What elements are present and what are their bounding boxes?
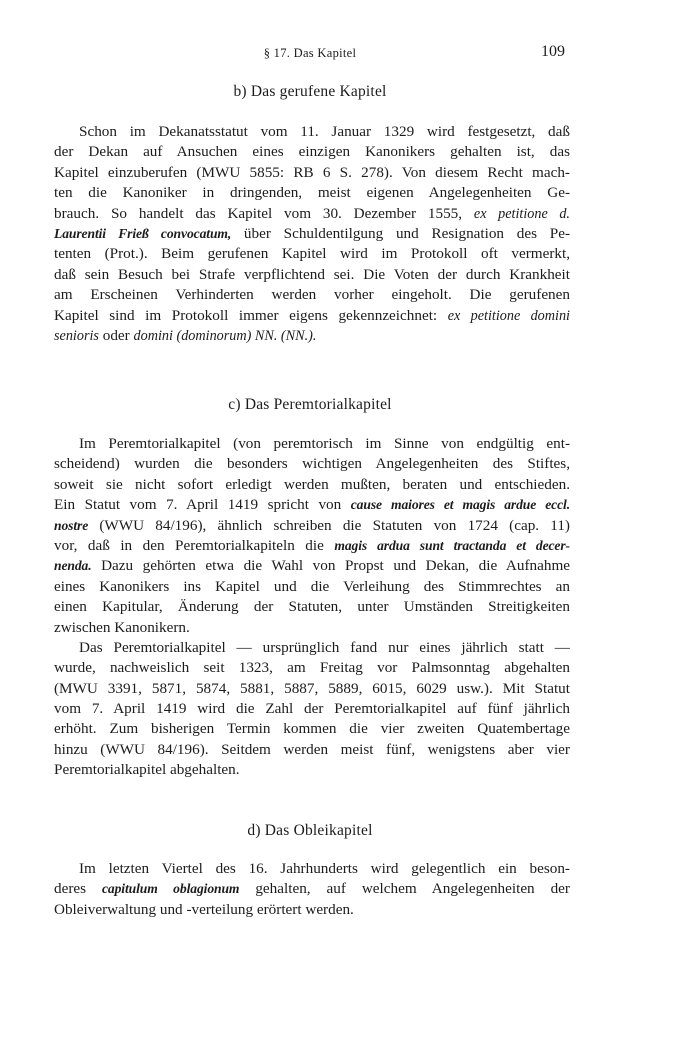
italic-phrase: domini (dominorum) NN. (NN.).: [133, 327, 317, 344]
section-title-c: c) Das Peremtorialkapitel: [228, 396, 392, 413]
text-line: [54, 859, 570, 879]
text-line: [54, 495, 570, 515]
section-body-c: [54, 434, 570, 781]
italic-phrase: capitulum oblagionum: [101, 881, 240, 897]
italic-phrase: nostre: [54, 517, 89, 533]
text-line: [54, 658, 570, 678]
text-line: [54, 204, 570, 224]
text-run: am Erscheinen Verhinderten werden vorher eingeholt. Die gerufenen: [54, 286, 570, 304]
text-line: [54, 577, 570, 597]
text-line: [54, 618, 570, 638]
text-line: [54, 556, 570, 576]
text-run: (WWU 84/196), ähnlich schreiben die Statuten von 1724 (cap. 11): [88, 516, 570, 534]
text-line: [54, 516, 570, 536]
text-line: [54, 122, 570, 142]
text-line: [54, 597, 570, 617]
text-run: vor, daß in den Peremtorialkapiteln die: [54, 536, 335, 554]
text-line: [54, 285, 570, 305]
text-line: [54, 142, 570, 162]
italic-phrase: senioris: [54, 327, 99, 344]
text-run: zwischen Kanonikern.: [54, 618, 190, 636]
text-run: über Schuldentilgung und Resignation des Pe-: [231, 224, 570, 242]
text-line: [54, 475, 570, 495]
section-title-b: b) Das gerufene Kapitel: [233, 83, 387, 100]
text-run: Im Peremtorialkapitel (von peremtorisch im Sinne von endgültig ent-: [79, 435, 570, 452]
paragraph: [54, 122, 570, 346]
text-line: [54, 163, 570, 183]
text-line: [54, 699, 570, 719]
paragraph: [54, 859, 570, 920]
text-run: ten die Kanoniker in dringenden, meist eigenen Angelegenheiten Ge-: [54, 184, 570, 202]
italic-phrase: cause maiores et magis ardue eccl.: [350, 497, 570, 513]
section-title-d: d) Das Obleikapitel: [247, 822, 373, 839]
text-line: [54, 224, 570, 244]
paragraph: [54, 434, 570, 638]
text-line: [54, 454, 570, 474]
text-run: eines Kanonikers ins Kapitel und die Verleihung des Stimmrechtes an: [54, 577, 570, 595]
text-run: Dazu gehörten etwa die Wahl von Propst und Dekan, die Aufnahme: [91, 557, 570, 575]
running-head: [0, 43, 700, 63]
text-line: [54, 638, 570, 658]
text-run: vom 7. April 1419 wird die Zahl der Peremtorialkapitel auf fünf jährlich: [54, 700, 570, 718]
italic-phrase: ex petitione domini: [447, 307, 570, 324]
paragraph: [54, 638, 570, 781]
text-run: erhöht. Zum bisherigen Termin kommen die vier zweiten Quatembertage: [54, 720, 570, 738]
page-number: 109: [541, 43, 565, 60]
text-run: gehalten, auf welchem Angelegenheiten der: [239, 880, 570, 898]
text-run: (MWU 3391, 5871, 5874, 5881, 5887, 5889, 6015, 6029 usw.). Mit Statut: [54, 679, 570, 697]
text-line: [54, 536, 570, 556]
text-line: [54, 679, 570, 699]
text-run: wurde, nachweislich seit 1323, am Freitag vor Palmsonntag abgehalten: [54, 659, 570, 677]
italic-phrase: magis ardua sunt tractanda et decer-: [334, 537, 570, 553]
text-line: [54, 434, 570, 454]
text-run: soweit sie nicht sofort erledigt werden mußten, beraten und entschieden.: [54, 475, 570, 493]
text-run: Obleiverwaltung und -verteilung erörtert werden.: [54, 900, 354, 918]
text-run: Das Peremtorialkapitel — ursprünglich fand nur eines jährlich statt —: [79, 638, 570, 656]
text-line: [54, 306, 570, 326]
section-body-b: [54, 122, 570, 346]
text-line: [54, 740, 570, 760]
text-line: [54, 265, 570, 285]
text-line: [54, 719, 570, 739]
section-body-d: [54, 859, 570, 920]
italic-phrase: Laurentii Frieß convocatum,: [54, 225, 232, 241]
text-line: [54, 183, 570, 203]
text-run: scheidend) wurden die besonders wichtigen Angelegenheiten des Stiftes,: [54, 455, 570, 473]
text-run: Peremtorialkapitel abgehalten.: [54, 761, 240, 779]
text-run: brauch. So handelt das Kapitel vom 30. Dezember 1555,: [54, 204, 474, 222]
text-line: [54, 326, 570, 346]
text-run: daß sein Besuch bei Strafe verpflichtend sei. Die Voten der durch Krankheit: [54, 265, 570, 283]
text-run: hinzu (WWU 84/196). Seitdem werden meist fünf, wenigstens aber vier: [54, 740, 570, 758]
text-run: einen Kapitular, Änderung der Statuten, unter Umständen Streitigkeiten: [54, 598, 570, 616]
text-run: Im letzten Viertel des 16. Jahrhunderts wird gelegentlich ein beson-: [79, 860, 570, 877]
text-run: Schon im Dekanatsstatut vom 11. Januar 1329 wird festgesetzt, daß: [79, 123, 570, 140]
text-run: tenten (Prot.). Beim gerufenen Kapitel wird im Protokoll oft vermerkt,: [54, 245, 570, 263]
text-run: oder: [98, 326, 134, 344]
text-line: [54, 879, 570, 899]
italic-phrase: ex petitione d.: [473, 205, 570, 222]
text-run: der Dekan auf Ansuchen eines einzigen Kanonikers gehalten ist, das: [54, 143, 570, 161]
text-run: Kapitel sind im Protokoll immer eigens gekennzeichnet:: [54, 306, 448, 324]
italic-phrase: nenda.: [54, 558, 92, 574]
text-line: [54, 900, 570, 920]
text-run: deres: [54, 880, 102, 898]
text-line: [54, 760, 570, 780]
text-run: Kapitel einzuberufen (MWU 5855: RB 6 S. 278). Von diesem Recht mach-: [54, 163, 570, 181]
text-line: [54, 244, 570, 264]
text-run: Ein Statut vom 7. April 1419 spricht von: [54, 496, 351, 514]
running-title: § 17. Das Kapitel: [263, 46, 357, 60]
